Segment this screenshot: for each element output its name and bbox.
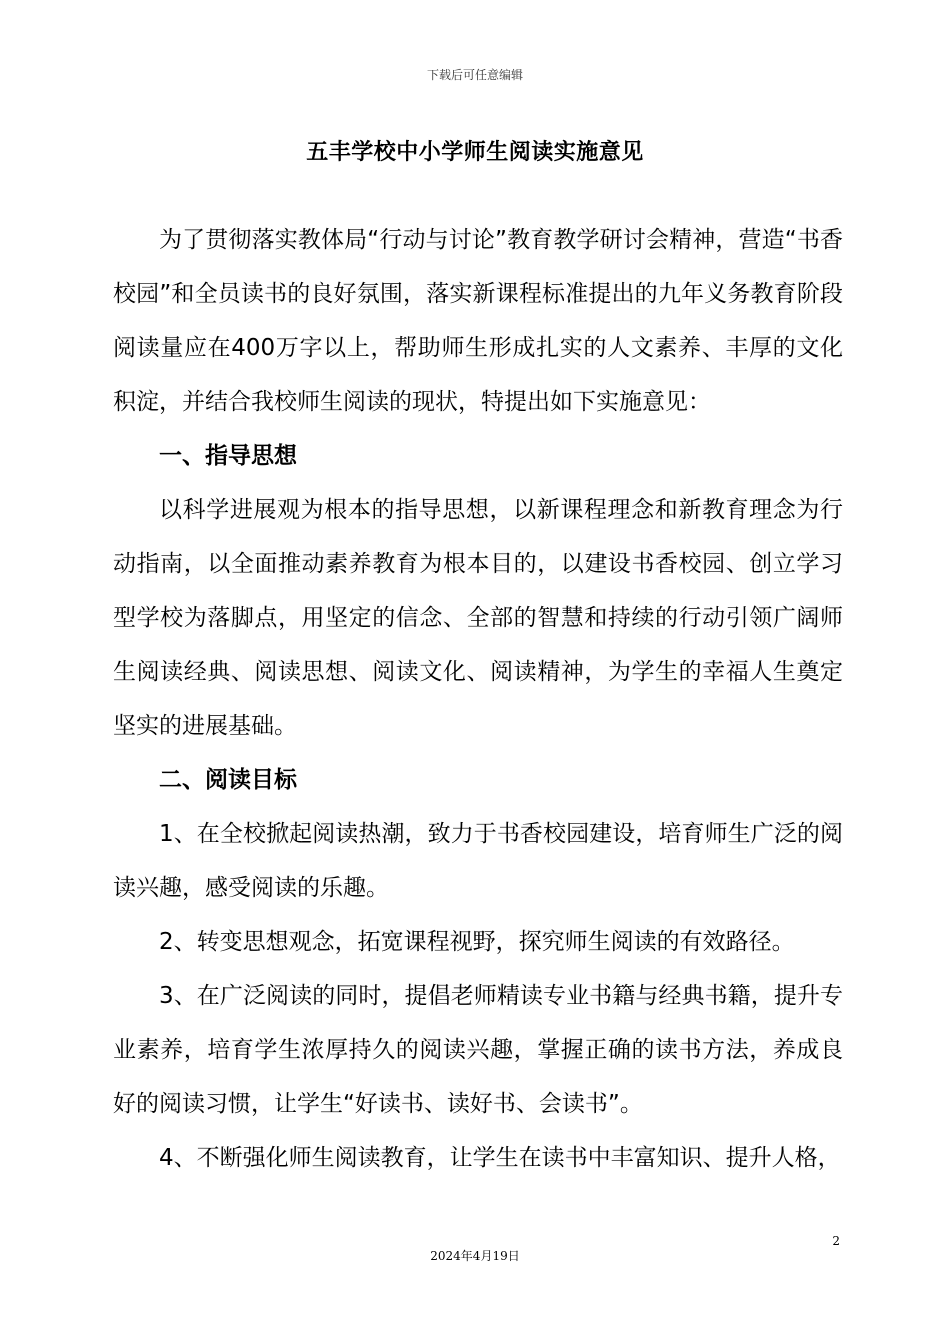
document-title: 五丰学校中小学师生阅读实施意见 xyxy=(306,140,644,165)
guiding-ideology-paragraph: 以科学进展观为根本的指导思想，以新课程理念和新教育理念为行动指南，以全面推动素养教育为根本目的，以建设书香校园、创立学习型学校为落脚点，用坚定的信念、全部的智慧和持续的行动引领广阔师生阅读经典、阅读思想、阅读文化、阅读精神，为学生的幸福人生奠定坚实的进展基础。 xyxy=(113,497,843,739)
goal-item-3: 3、在广泛阅读的同时，提倡老师精读专业书籍与经典书籍，提升专业素养，培育学生浓厚持久的阅读兴趣，掌握正确的读书方法，养成良好的阅读习惯，让学生“好读书、读好书、会读书”。 xyxy=(113,983,843,1117)
header-note: 下载后可任意编辑 xyxy=(426,68,523,82)
intro-paragraph: 为了贯彻落实教体局“行动与讨论”教育教学研讨会精神，营造“书香校园”和全员读书的良好氛围，落实新课程标准提出的九年义务教育阶段阅读量应在400万字以上，帮助师生形成扎实的人文素养、丰厚的文化积淀，并结合我校师生阅读的现状，特提出如下实施意见： xyxy=(113,227,843,415)
goal-item-1: 1、在全校掀起阅读热潮，致力于书香校园建设，培育师生广泛的阅读兴趣，感受阅读的乐趣。 xyxy=(113,821,843,901)
page-number: 2 xyxy=(832,1234,840,1248)
footer-date: 2024年4月19日 xyxy=(430,1249,520,1263)
goal-item-2: 2、转变思想观念，拓宽课程视野，探究师生阅读的有效路径。 xyxy=(159,929,795,955)
section-heading-reading-goals: 二、阅读目标 xyxy=(159,767,297,793)
section-heading-guiding-ideology: 一、指导思想 xyxy=(159,443,297,469)
document-body xyxy=(113,213,843,1185)
goal-item-4: 4、不断强化师生阅读教育，让学生在读书中丰富知识、提升人格， xyxy=(159,1145,841,1171)
